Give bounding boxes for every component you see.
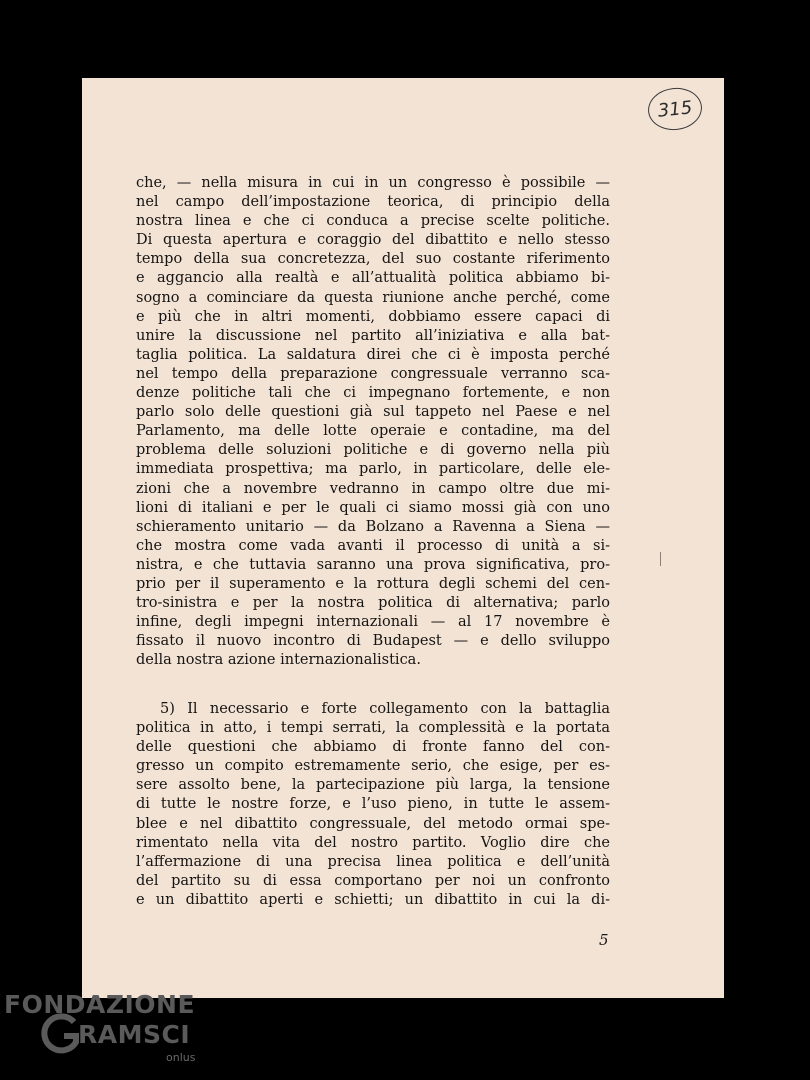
- text-line: unire la discussione nel partito all’iniziativa e alla bat-: [136, 327, 610, 344]
- watermark-line-2: RAMSCI: [78, 1020, 191, 1049]
- text-line: fissato il nuovo incontro di Budapest — e dello sviluppo: [136, 633, 610, 650]
- text-line: taglia politica. La saldatura direi che ci è imposta perché: [136, 346, 610, 363]
- text-line: l’affermazione di una precisa linea politica e dell’unità: [136, 853, 610, 870]
- text-line: immediata prospettiva; ma parlo, in particolare, delle ele-: [136, 461, 610, 478]
- text-line: politica in atto, i tempi serrati, la complessità e la portata: [136, 720, 610, 737]
- gramsci-g-logo-icon: [40, 1012, 82, 1058]
- text-line: nistra, e che tuttavia saranno una prova significativa, pro-: [136, 556, 610, 573]
- text-line: problema delle soluzioni politiche e di governo nella più: [136, 442, 610, 459]
- text-line: di tutte le nostre forze, e l’uso pieno, in tutte le assem-: [136, 796, 610, 813]
- text-line: parlo solo delle questioni già sul tappeto nel Paese e nel: [136, 404, 610, 421]
- text-line: nel tempo della preparazione congressuale verranno sca-: [136, 365, 610, 382]
- text-line: e aggancio alla realtà e all’attualità politica abbiamo bi-: [136, 270, 610, 287]
- fondazione-gramsci-watermark: [4, 990, 204, 1074]
- text-line: rimentato nella vita del nostro partito. Voglio dire che: [136, 834, 610, 851]
- paper-speck: [660, 552, 661, 566]
- text-line: delle questioni che abbiamo di fronte fanno del con-: [136, 739, 610, 756]
- text-line: sogno a cominciare da questa riunione anche perché, come: [136, 289, 610, 306]
- text-line: del partito su di essa comportano per noi un confronto: [136, 872, 610, 889]
- text-line: blee e nel dibattito congressuale, del metodo ormai spe-: [136, 815, 610, 832]
- text-line: che mostra come vada avanti il processo di unità a si-: [136, 537, 610, 554]
- paragraph-1: [136, 174, 610, 670]
- text-line: nostra linea e che ci conduca a precise scelte politiche.: [136, 213, 610, 230]
- text-line: gresso un compito estremamente serio, che esige, per es-: [136, 758, 610, 775]
- watermark-line-1: FONDAZIONE: [4, 990, 196, 1019]
- text-line: infine, degli impegni internazionali — al 17 novembre è: [136, 614, 610, 631]
- text-line: lioni di italiani e per le quali ci siamo mossi già con uno: [136, 499, 610, 516]
- text-line: zioni che a novembre vedranno in campo oltre due mi-: [136, 480, 610, 497]
- text-line: che, — nella misura in cui in un congresso è possibile —: [136, 175, 610, 191]
- text-line: tempo della sua concretezza, del suo costante riferimento: [136, 251, 610, 268]
- text-line: schieramento unitario — da Bolzano a Ravenna a Siena —: [136, 518, 610, 535]
- watermark-suffix: onlus: [166, 1051, 196, 1064]
- page-number: 5: [599, 931, 609, 949]
- text-line: prio per il superamento e la rottura degli schemi del cen-: [136, 575, 610, 592]
- text-line: Di questa apertura e coraggio del dibattito e nello stesso: [136, 232, 610, 249]
- archive-number: 315: [656, 96, 694, 122]
- paragraph-2: [136, 700, 610, 910]
- text-line: della nostra azione internazionalistica.: [136, 652, 421, 669]
- text-line: e più che in altri momenti, dobbiamo essere capaci di: [136, 308, 610, 325]
- text-line: 5) Il necessario e forte collegamento con la battaglia: [160, 701, 610, 717]
- text-line: Parlamento, ma delle lotte operaie e contadine, ma del: [136, 423, 610, 440]
- text-line: e un dibattito aperti e schietti; un dibattito in cui la di-: [136, 891, 610, 908]
- text-line: sere assolto bene, la partecipazione più larga, la tensione: [136, 777, 610, 794]
- text-line: nel campo dell’impostazione teorica, di principio della: [136, 194, 610, 211]
- text-line: denze politiche tali che ci impegnano fortemente, e non: [136, 385, 610, 402]
- text-line: tro-sinistra e per la nostra politica di alternativa; parlo: [136, 595, 610, 612]
